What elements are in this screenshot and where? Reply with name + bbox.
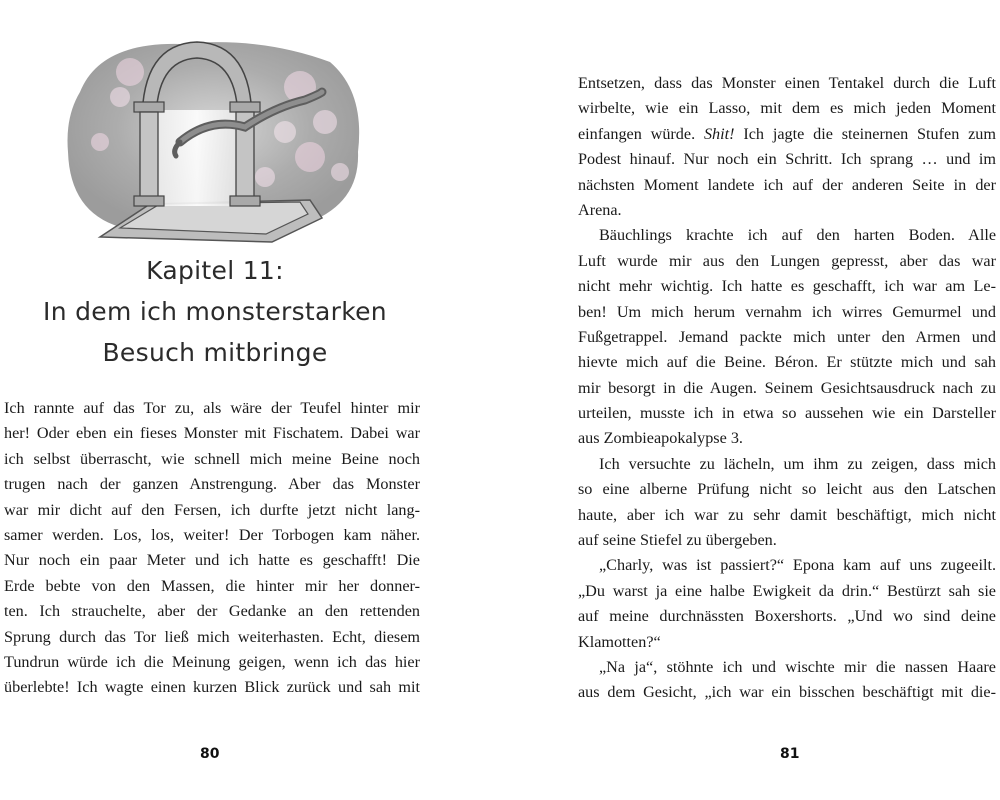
chapter-subtitle-line-2: Besuch mitbringe <box>102 338 328 367</box>
text-line: aus Zombieapokalypse 3. <box>578 429 743 448</box>
text-line: hievte mich auf die Beine. Béron. Er stützte mich und sah <box>578 353 996 372</box>
text-line: Luft wurde mir aus den Lungen gepresst, aber das war <box>578 251 996 270</box>
text-segment: einfangen würde. <box>578 124 704 143</box>
text-line: so eine alberne Prüfung nicht so leicht aus den Latschen <box>578 480 996 499</box>
text-line <box>578 122 996 147</box>
emphasis-text: Shit! <box>703 124 735 143</box>
right-body-text <box>578 71 996 706</box>
text-line: auf meine durchnässten Boxershorts. „Und wo sind deine <box>578 607 996 626</box>
text-segment: Ich jagte die steinernen Stufen zum <box>734 124 996 143</box>
stone-archway-portal-illustration <box>60 32 370 252</box>
text-line: ich selbst überrascht, wie schnell mich meine Beine noch <box>4 449 420 468</box>
text-line: Nur noch ein paar Meter und ich hatte es geschafft! Die <box>4 551 420 570</box>
text-line: auf seine Stiefel zu übergeben. <box>578 531 777 550</box>
text-line: Klamotten?“ <box>578 632 661 651</box>
text-line: wirbelte, wie ein Lasso, mit dem es mich jeden Moment <box>578 99 996 118</box>
text-line: aus dem Gesicht, „ich war ein bisschen beschäftigt mit die- <box>578 683 996 702</box>
text-line: her! Oder eben ein fieses Monster mit Fischatem. Dabei war <box>4 424 420 443</box>
text-line: war mir dicht auf den Fersen, ich durfte jetzt nicht lang- <box>4 500 420 519</box>
text-line: „Charly, was ist passiert?“ Epona kam auf uns zugeeilt. <box>599 556 996 575</box>
text-line: „Na ja“, stöhnte ich und wischte mir die nassen Haare <box>599 657 996 676</box>
text-line: haute, aber ich war zu sehr damit beschäftigt, mich nicht <box>578 505 996 524</box>
text-line: Fußgetrappel. Jemand packte mich unter den Armen und <box>578 327 996 346</box>
page-number-left: 80 <box>200 746 220 762</box>
text-line: trugen nach der ganzen Anstrengung. Aber das Monster <box>4 475 420 494</box>
left-page <box>0 0 430 800</box>
text-line: Bäuchlings krachte ich auf den harten Boden. Alle <box>599 226 996 245</box>
text-line: Erde bebte von den Massen, die hinter mir her donner- <box>4 576 420 595</box>
page-number-right: 81 <box>780 746 800 762</box>
text-line: samer werden. Los, los, weiter! Der Torbogen kam näher. <box>4 525 420 544</box>
text-line: urteilen, musste ich in etwa so aussehen wie ein Darsteller <box>578 404 996 423</box>
text-line: Entsetzen, dass das Monster einen Tentakel durch die Luft <box>578 74 996 92</box>
left-body-text <box>4 396 420 701</box>
chapter-subtitle-line-1: In dem ich monsterstarken <box>43 297 387 326</box>
text-line: Ich rannte auf das Tor zu, als wäre der Teufel hinter mir <box>4 399 420 417</box>
right-page <box>578 0 1000 800</box>
text-line: nicht mehr wichtig. Ich hatte es geschafft, ich war am Le- <box>578 277 996 296</box>
text-line: überlebte! Ich wagte einen kurzen Blick zurück und sah mit <box>4 678 420 697</box>
text-line: Podest hinauf. Nur noch ein Schritt. Ich sprang … und im <box>578 150 996 169</box>
text-line: mir besorgt in die Augen. Seinem Gesichtsausdruck nach zu <box>578 378 996 397</box>
text-line: nächsten Moment landete ich auf der anderen Seite in der <box>578 175 996 194</box>
text-line: Arena. <box>578 200 622 219</box>
text-line: Sprung durch das Tor ließ mich weiterhasten. Echt, diesem <box>4 627 420 646</box>
text-line: ten. Ich strauchelte, aber der Gedanke an den rettenden <box>4 602 420 621</box>
chapter-title <box>0 250 430 373</box>
text-line: ben! Um mich herum vernahm ich wirres Gemurmel und <box>578 302 996 321</box>
chapter-number: Kapitel 11: <box>146 256 284 285</box>
text-line: Ich versuchte zu lächeln, um ihm zu zeigen, dass mich <box>599 454 996 473</box>
text-line: Tundrun würde ich die Meinung geigen, wenn ich das hier <box>4 652 420 671</box>
text-line: „Du warst ja eine halbe Ewigkeit da drin.“ Bestürzt sah sie <box>578 581 996 600</box>
